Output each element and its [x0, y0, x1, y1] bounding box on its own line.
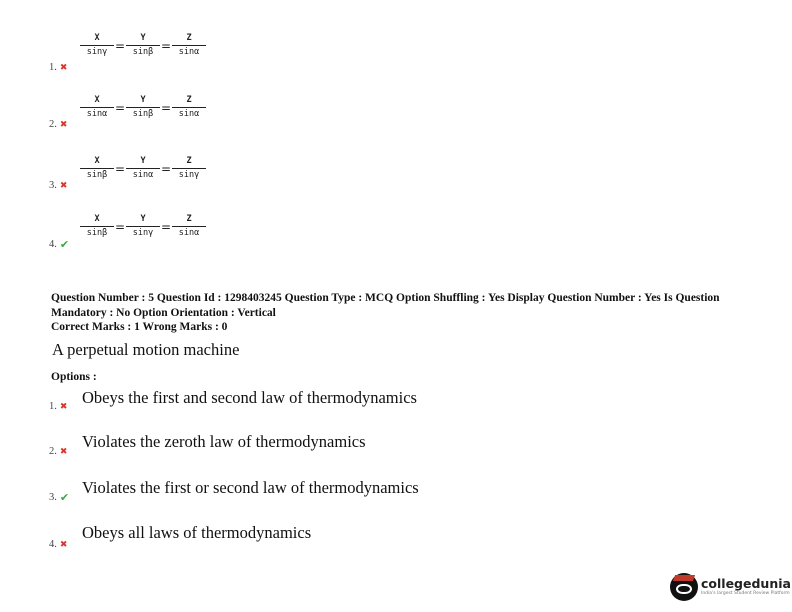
fraction: $\frac{X}{\sin\gamma}$: [80, 33, 114, 58]
question-marks: Correct Marks : 1 Wrong Marks : 0: [51, 321, 228, 333]
option-2-text: Violates the zeroth law of thermodynamics: [82, 432, 366, 451]
question-text: A perpetual motion machine: [52, 340, 240, 359]
fraction: $\frac{X}{\sin\beta}$: [80, 156, 114, 181]
cross-icon: ✖: [59, 180, 68, 191]
option-1-text: Obeys the first and second law of thermodynamics: [82, 388, 417, 407]
question-meta-line-2: Mandatory : No Option Orientation : Vertical: [51, 306, 276, 319]
prev-option-2-expression: $\frac{X}{\sin\alpha}$ = $\frac{Y}{\sin\beta}$ = $\frac{Z}{\sin\alpha}$: [80, 95, 206, 120]
check-icon: ✔: [59, 491, 70, 504]
fraction: $\frac{Y}{\sin\alpha}$: [126, 156, 160, 181]
collegedunia-logo: [670, 570, 791, 604]
fraction: $\frac{Z}{\sin\alpha}$: [172, 95, 206, 120]
cross-icon: ✖: [59, 446, 68, 457]
mascot-icon: [670, 573, 698, 601]
logo-name: collegedunia: [701, 576, 791, 591]
fraction: $\frac{Z}{\sin\alpha}$: [172, 214, 206, 239]
cross-icon: ✖: [59, 539, 68, 550]
prev-option-3-number: 3. ✖: [49, 180, 68, 191]
option-4-text: Obeys all laws of thermodynamics: [82, 523, 312, 542]
option-4-number: 4. ✖: [49, 539, 68, 550]
fraction: $\frac{Y}{\sin\beta}$: [126, 95, 160, 120]
prev-option-4-expression: $\frac{X}{\sin\beta}$ = $\frac{Y}{\sin\gamma}$ = $\frac{Z}{\sin\alpha}$: [80, 214, 206, 239]
cross-icon: ✖: [59, 401, 68, 412]
options-label: Options :: [51, 371, 97, 383]
question-meta: [51, 291, 720, 335]
logo-tagline: India's largest Student Review Platform: [701, 591, 790, 596]
prev-option-3-expression: $\frac{X}{\sin\beta}$ = $\frac{Y}{\sin\alpha}$ = $\frac{Z}{\sin\gamma}$: [80, 156, 206, 181]
prev-option-4-number: 4. ✔: [49, 238, 70, 251]
cross-icon: ✖: [59, 119, 68, 130]
fraction: $\frac{Z}{\sin\alpha}$: [172, 33, 206, 58]
cross-icon: ✖: [59, 62, 68, 73]
fraction: $\frac{X}{\sin\alpha}$: [80, 95, 114, 120]
fraction: $\frac{Z}{\sin\gamma}$: [172, 156, 206, 181]
check-icon: ✔: [59, 238, 70, 251]
option-3-number: 3. ✔: [49, 491, 70, 504]
prev-option-1-expression: $\frac{X}{\sin\gamma}$ = $\frac{Y}{\sin\beta}$ = $\frac{Z}{\sin\alpha}$: [80, 33, 206, 58]
prev-option-1-number: 1. ✖: [49, 62, 68, 73]
fraction: $\frac{X}{\sin\beta}$: [80, 214, 114, 239]
fraction: $\frac{Y}{\sin\beta}$: [126, 33, 160, 58]
question-meta-line-1: Question Number : 5 Question Id : 1298403245 Question Type : MCQ Option Shuffling : Yes Display Question Number : Yes Is Question: [51, 292, 720, 304]
option-1-number: 1. ✖: [49, 401, 68, 412]
option-2-number: 2. ✖: [49, 446, 68, 457]
fraction: $\frac{Y}{\sin\gamma}$: [126, 214, 160, 239]
option-3-text: Violates the first or second law of thermodynamics: [82, 478, 419, 497]
prev-option-2-number: 2. ✖: [49, 119, 68, 130]
